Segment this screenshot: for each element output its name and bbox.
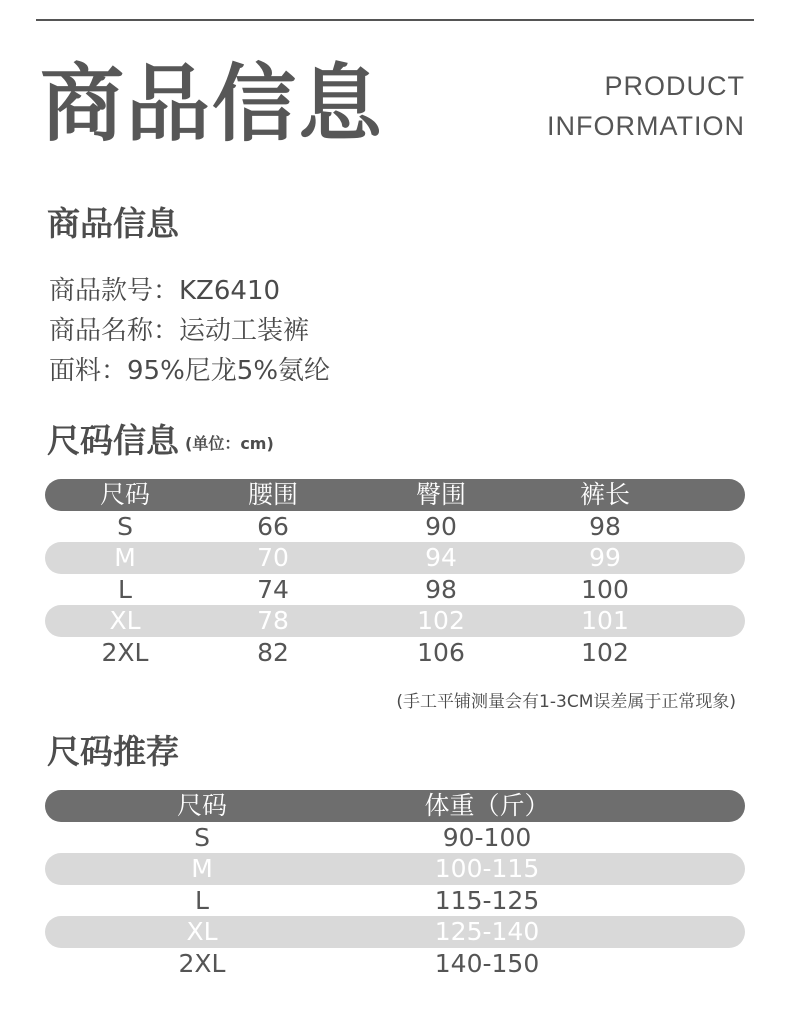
table-row: [45, 574, 745, 606]
table-row: [45, 885, 745, 917]
cell-hip: 94: [425, 543, 457, 572]
header-size: 尺码: [176, 791, 228, 820]
cell-waist: 74: [257, 574, 289, 604]
product-info-heading: 商品信息: [47, 204, 179, 243]
cell-hip: 102: [417, 606, 465, 635]
cell-size: 2XL: [178, 948, 226, 978]
header-length: 裤长: [579, 480, 631, 509]
cell-size: M: [114, 543, 136, 572]
cell-weight: 100-115: [434, 854, 540, 883]
measurement-disclaimer: (手工平铺测量会有1-3CM误差属于正常现象): [396, 692, 736, 712]
hero-english-title: [547, 66, 745, 146]
cell-size: S: [117, 511, 133, 541]
header-hip: 臀围: [415, 480, 467, 509]
product-code-line: 商品款号：KZ6410: [49, 276, 281, 306]
size-info-heading-text: 尺码信息: [47, 421, 179, 460]
cell-waist: 78: [257, 606, 289, 635]
table-row: [45, 511, 745, 543]
cell-size: S: [194, 822, 210, 852]
cell-hip: 90: [425, 511, 457, 541]
cell-hip: 106: [417, 637, 465, 667]
hero-english-line-2: INFORMATION: [547, 111, 745, 141]
cell-waist: 82: [257, 637, 289, 667]
top-divider: [36, 19, 754, 21]
cell-size: 2XL: [101, 637, 149, 667]
size-info-table: [45, 479, 745, 668]
cell-weight: 90-100: [442, 822, 532, 852]
table-row: [45, 853, 745, 885]
size-info-heading: [47, 415, 274, 462]
cell-size: L: [118, 574, 132, 604]
table-row: [45, 948, 745, 980]
header-size: 尺码: [99, 480, 151, 509]
table-row: [45, 542, 745, 574]
cell-size: M: [191, 854, 213, 883]
table-row: [45, 822, 745, 854]
cell-waist: 70: [257, 543, 289, 572]
cell-length: 101: [581, 606, 629, 635]
table-header-row: [45, 790, 745, 822]
cell-length: 102: [581, 637, 629, 667]
header-weight: 体重（斤）: [424, 791, 550, 820]
cell-length: 100: [581, 574, 629, 604]
cell-size: L: [195, 885, 209, 915]
table-header-row: [45, 479, 745, 511]
fabric-line: 面料：95%尼龙5%氨纶: [49, 356, 331, 386]
table-row: [45, 916, 745, 948]
unit-note: (单位：cm): [185, 434, 274, 453]
hero-title: 商品信息: [40, 55, 385, 153]
table-row: [45, 637, 745, 669]
table-row: [45, 605, 745, 637]
product-name-line: 商品名称：运动工装裤: [49, 316, 310, 346]
cell-weight: 125-140: [434, 917, 540, 946]
size-recommend-table: [45, 790, 745, 979]
hero-english-line-1: PRODUCT: [604, 71, 745, 101]
cell-size: XL: [186, 917, 218, 946]
cell-length: 99: [589, 543, 621, 572]
cell-hip: 98: [425, 574, 457, 604]
cell-weight: 115-125: [434, 885, 540, 915]
cell-length: 98: [589, 511, 621, 541]
size-recommend-heading: 尺码推荐: [47, 732, 179, 771]
cell-size: XL: [109, 606, 141, 635]
cell-waist: 66: [257, 511, 289, 541]
header-waist: 腰围: [247, 480, 299, 509]
cell-weight: 140-150: [434, 948, 540, 978]
